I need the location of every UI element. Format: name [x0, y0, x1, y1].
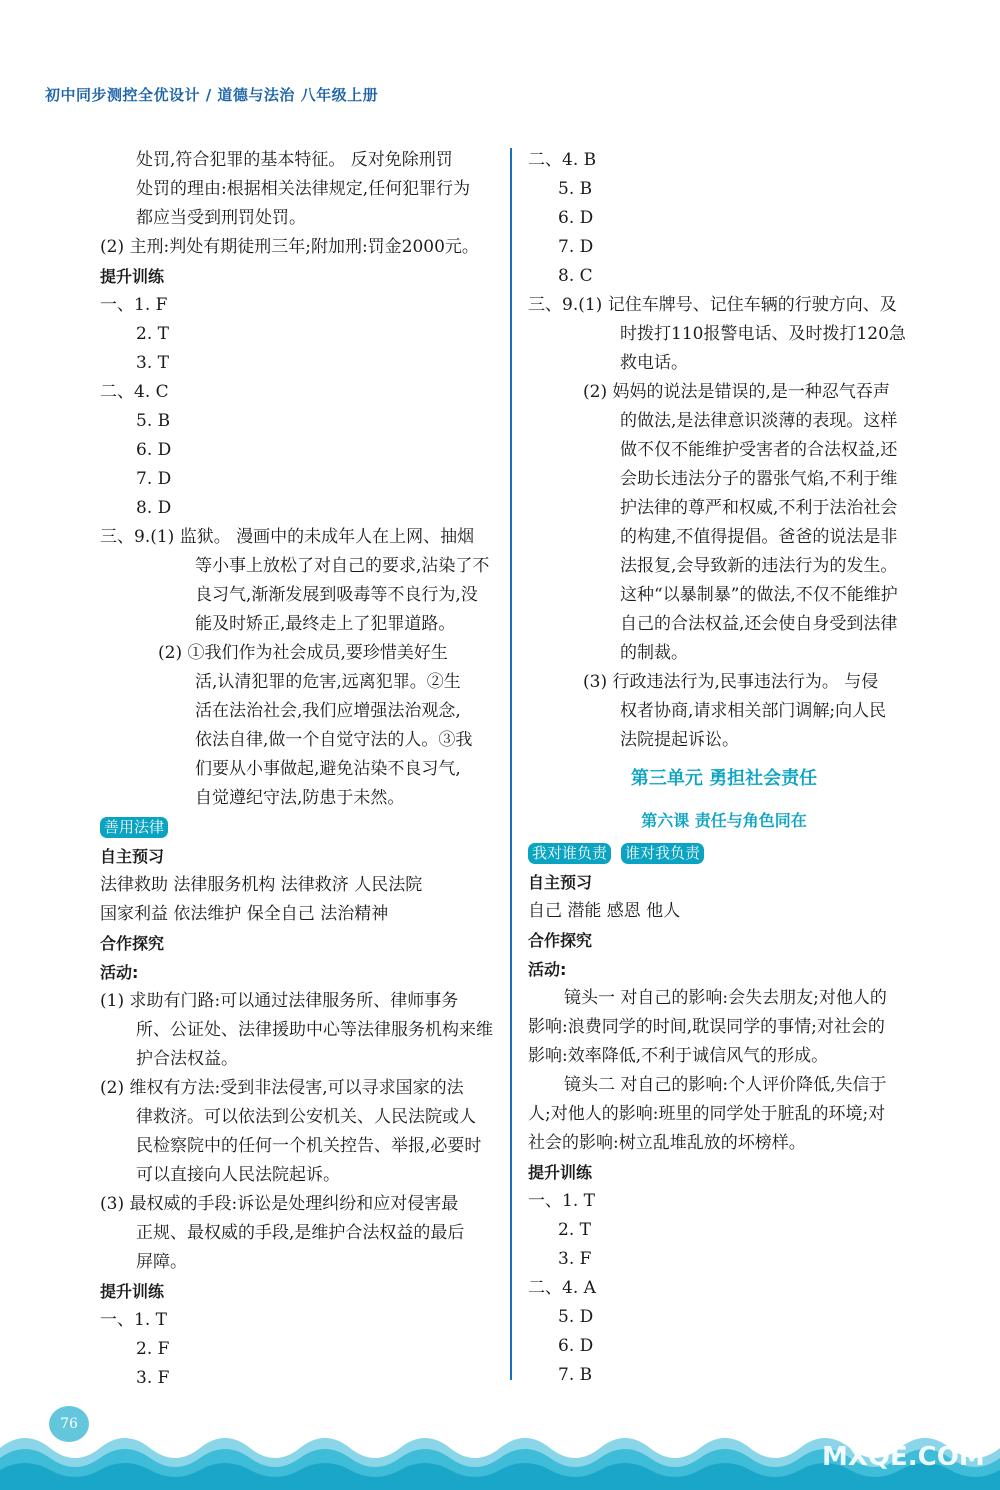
- answer-line: 的制裁。: [620, 643, 688, 663]
- answer-line: 镜头一 对自己的影响:会失去朋友;对他人的: [564, 988, 887, 1008]
- watermark-line2: MXQE.COM: [822, 1442, 985, 1472]
- answer-line: 三、9.(1) 记住车牌号、记住车辆的行驶方向、及: [528, 295, 897, 315]
- answer-line: 二、4. A: [528, 1278, 596, 1298]
- answer-line: 这种“以暴制暴”的做法,不仅不能维护: [620, 585, 898, 605]
- answer-line: 权者协商,请求相关部门调解;向人民: [620, 701, 887, 721]
- answer-line: 处罚的理由:根据相关法律规定,任何犯罪行为: [136, 179, 471, 199]
- answer-line: 一、1. F: [100, 295, 168, 315]
- answer-line: 7. D: [136, 469, 172, 489]
- answer-line: 能及时矫正,最终走上了犯罪道路。: [195, 614, 456, 634]
- answer-line: (1) 求助有门路:可以通过法律服务所、律师事务: [100, 991, 459, 1011]
- answer-line: 2. F: [136, 1339, 170, 1359]
- answer-line: 活在法治社会,我们应增强法治观念,: [195, 701, 461, 721]
- answer-line: 社会的影响:树立乱堆乱放的坏榜样。: [528, 1133, 806, 1153]
- answer-line: 处罚,符合犯罪的基本特征。 反对免除刑罚: [136, 150, 453, 170]
- answer-line: 正规、最权威的手段,是维护合法权益的最后: [136, 1223, 465, 1243]
- section-heading: 自主预习: [100, 847, 165, 866]
- section-tag: 善用法律: [100, 817, 168, 838]
- answer-line: 法律救助 法律服务机构 法律救济 人民法院: [100, 875, 423, 895]
- answer-line: 自己 潜能 感恩 他人: [528, 901, 681, 921]
- unit-heading: 第三单元 勇担社会责任: [630, 768, 818, 789]
- answer-line: 法报复,会导致新的违法行为的发生。: [620, 556, 898, 576]
- section-heading: 提升训练: [528, 1163, 593, 1182]
- answer-line: 影响:效率降低,不利于诚信风气的形成。: [528, 1046, 829, 1066]
- answer-line: 所、公证处、法律援助中心等法律服务机构来维: [136, 1020, 493, 1040]
- answer-line: 2. T: [558, 1220, 591, 1240]
- answer-line: 二、4. B: [528, 150, 597, 170]
- section-tag-row: [100, 813, 500, 842]
- answer-line: 做不仅不能维护受害者的合法权益,还: [620, 440, 898, 460]
- answer-line: 一、1. T: [100, 1310, 167, 1330]
- answer-line: 护法律的尊严和权威,不利于法治社会: [620, 498, 898, 518]
- answer-line: 3. F: [558, 1249, 592, 1269]
- answer-line: 6. D: [558, 1336, 594, 1356]
- left-column: [100, 146, 500, 1393]
- section-heading: 合作探究: [528, 931, 593, 950]
- answer-line: 8. C: [558, 266, 593, 286]
- section-heading: 活动:: [100, 963, 139, 982]
- right-column: [528, 146, 920, 1390]
- answer-line: 法院提起诉讼。: [620, 730, 739, 750]
- section-heading: 自主预习: [528, 873, 593, 892]
- page-number-badge: 76: [49, 1406, 89, 1442]
- answer-line: 三、9.(1) 监狱。 漫画中的未成年人在上网、抽烟: [100, 527, 475, 547]
- answer-line: 等小事上放松了对自己的要求,沾染了不: [195, 556, 490, 576]
- answer-line: 自己的合法权益,还会使自身受到法律: [620, 614, 898, 634]
- answer-line: 6. D: [558, 208, 594, 228]
- answer-line: 们要从小事做起,避免沾染不良习气,: [195, 759, 461, 779]
- answer-line: 时拨打110报警电话、及时拨打120急: [620, 324, 906, 344]
- answer-line: 3. T: [136, 353, 169, 373]
- answer-line: 国家利益 依法维护 保全自己 法治精神: [100, 904, 389, 924]
- section-heading: 提升训练: [100, 267, 165, 286]
- answer-line: 的构建,不值得提倡。爸爸的说法是非: [620, 527, 898, 547]
- answer-line: 民检察院中的任何一个机关控告、举报,必要时: [136, 1136, 482, 1156]
- answer-line: 5. B: [558, 179, 593, 199]
- answer-line: 8. D: [136, 498, 172, 518]
- answer-line: 律救济。可以依法到公安机关、人民法院或人: [136, 1107, 476, 1127]
- answer-line: 5. D: [558, 1307, 594, 1327]
- answer-line: 7. D: [558, 237, 594, 257]
- answer-line: 可以直接向人民法院起诉。: [136, 1165, 340, 1185]
- answer-line: (2) 维权有方法:受到非法侵害,可以寻求国家的法: [100, 1078, 464, 1098]
- watermark-line1: 答案圈: [888, 1406, 985, 1441]
- answer-line: 都应当受到刑罚处罚。: [136, 208, 306, 228]
- answer-line: 2. T: [136, 324, 169, 344]
- answer-line: (3) 最权威的手段:诉讼是处理纠纷和应对侵害最: [100, 1194, 459, 1214]
- answer-line: 镜头二 对自己的影响:个人评价降低,失信于: [564, 1075, 887, 1095]
- answer-line: 救电话。: [620, 353, 688, 373]
- answer-line: 7. B: [558, 1365, 593, 1385]
- section-heading: 合作探究: [100, 934, 165, 953]
- section-tag: 谁对我负责: [621, 843, 704, 864]
- section-tag-row: [528, 839, 920, 868]
- answer-line: 6. D: [136, 440, 172, 460]
- answer-line: 会助长违法分子的嚣张气焰,不利于维: [620, 469, 898, 489]
- answer-line: 5. B: [136, 411, 171, 431]
- answer-line: 良习气,渐渐发展到吸毒等不良行为,没: [195, 585, 478, 605]
- answer-line: 一、1. T: [528, 1191, 595, 1211]
- section-heading: 活动:: [528, 960, 567, 979]
- section-tag: 我对谁负责: [528, 843, 611, 864]
- answer-line: (3) 行政违法行为,民事违法行为。 与侵: [583, 672, 879, 692]
- lesson-heading: 第六课 责任与角色同在: [641, 811, 807, 830]
- answer-line: 影响:浪费同学的时间,耽误同学的事情;对社会的: [528, 1017, 885, 1037]
- book-header: 初中同步测控全优设计 / 道德与法治 八年级上册: [45, 86, 379, 104]
- answer-line: (2) 主刑:判处有期徒刑三年;附加刑:罚金2000元。: [100, 237, 479, 257]
- answer-line: (2) 妈妈的说法是错误的,是一种忍气吞声: [583, 382, 890, 402]
- answer-line: 二、4. C: [100, 382, 169, 402]
- answer-line: 自觉遵纪守法,防患于未然。: [195, 788, 405, 808]
- column-divider: [510, 148, 512, 1380]
- answer-line: 屏障。: [136, 1252, 187, 1272]
- answer-line: 3. F: [136, 1368, 170, 1388]
- answer-line: (2) ①我们作为社会成员,要珍惜美好生: [158, 643, 448, 663]
- answer-line: 活,认清犯罪的危害,远离犯罪。②生: [195, 672, 461, 692]
- answer-line: 的做法,是法律意识淡薄的表现。这样: [620, 411, 898, 431]
- answer-line: 人;对他人的影响:班里的同学处于脏乱的环境;对: [528, 1104, 886, 1124]
- answer-line: 依法自律,做一个自觉守法的人。③我: [195, 730, 473, 750]
- answer-line: 护合法权益。: [136, 1049, 238, 1069]
- section-heading: 提升训练: [100, 1282, 165, 1301]
- watermark: [822, 1398, 985, 1472]
